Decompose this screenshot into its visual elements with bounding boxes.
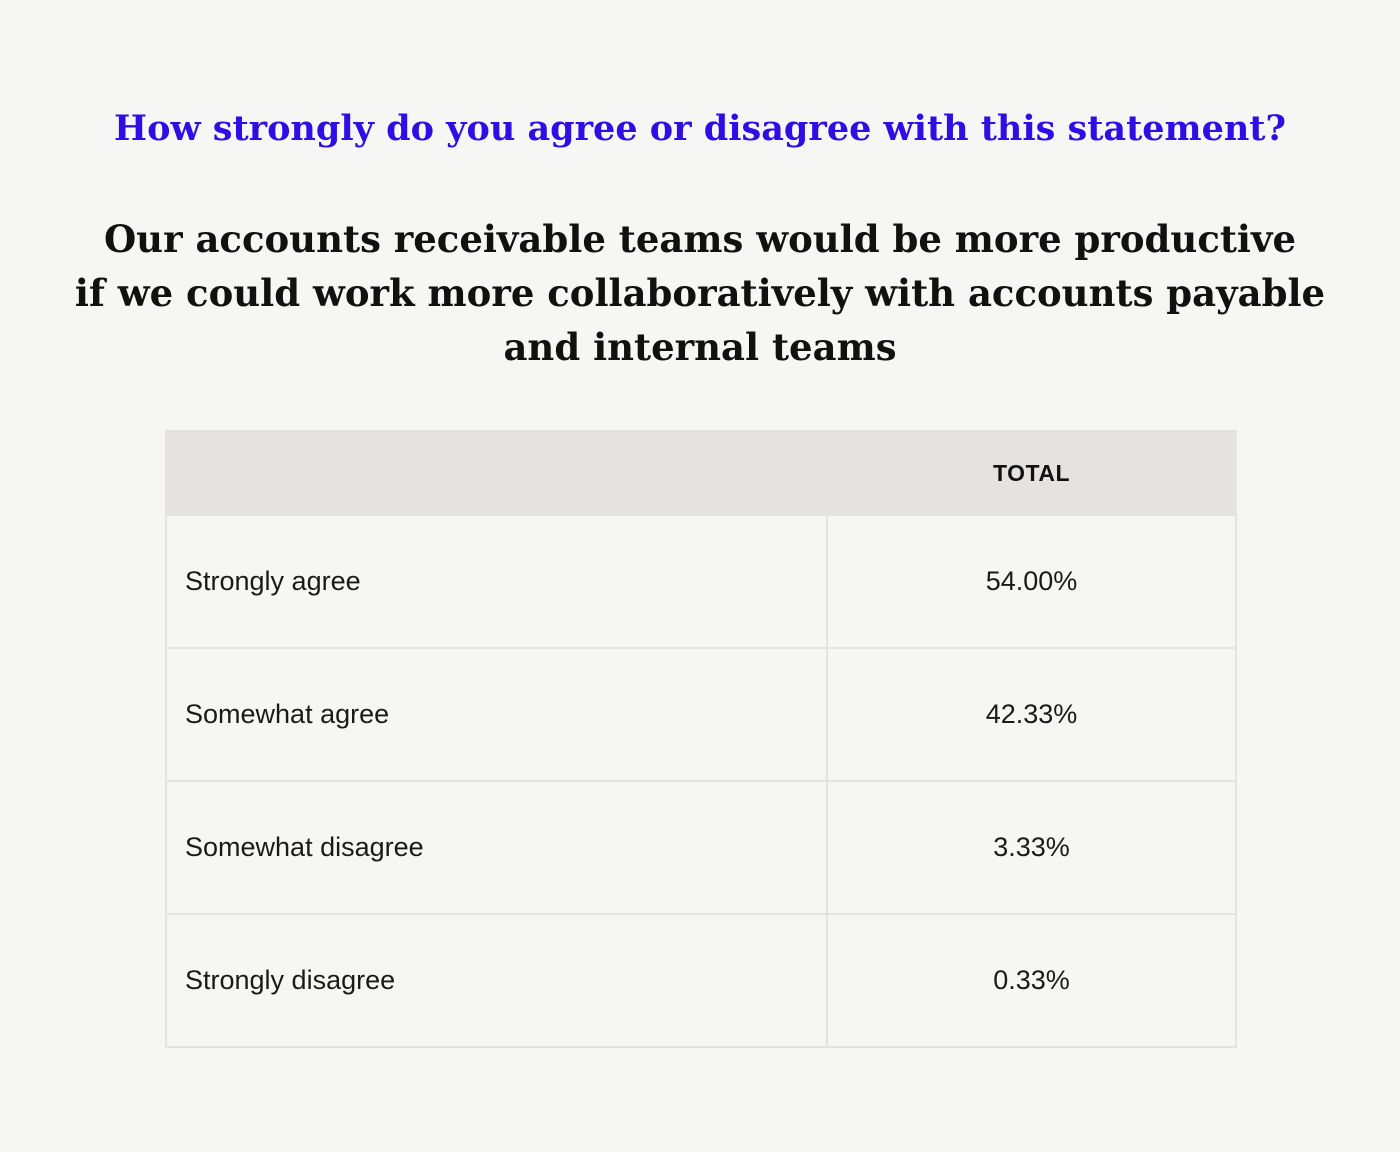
table-row	[166, 781, 1236, 914]
column-header-total: TOTAL	[827, 431, 1236, 515]
results-table	[165, 430, 1237, 1048]
row-value: 54.00%	[827, 515, 1236, 648]
survey-statement	[0, 212, 1400, 374]
table-row	[166, 914, 1236, 1047]
row-label: Somewhat disagree	[166, 781, 827, 914]
table-header-row	[166, 431, 1236, 515]
table-row	[166, 515, 1236, 648]
row-value: 3.33%	[827, 781, 1236, 914]
row-label: Strongly agree	[166, 515, 827, 648]
statement-line: and internal teams	[503, 325, 897, 369]
row-value: 0.33%	[827, 914, 1236, 1047]
statement-line: Our accounts receivable teams would be more productive	[103, 217, 1297, 261]
survey-question: How strongly do you agree or disagree with this statement?	[114, 108, 1286, 149]
row-label: Strongly disagree	[166, 914, 827, 1047]
column-header-label	[166, 431, 827, 515]
row-value: 42.33%	[827, 648, 1236, 781]
table-row	[166, 648, 1236, 781]
statement-line: if we could work more collaboratively with accounts payable	[74, 271, 1326, 315]
row-label: Somewhat agree	[166, 648, 827, 781]
